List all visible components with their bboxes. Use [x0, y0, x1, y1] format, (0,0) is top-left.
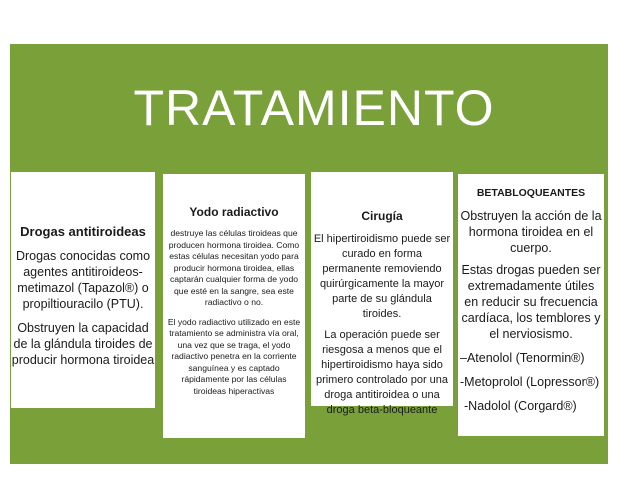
column-text: destruye las células tiroideas que producen hormona tiroidea. Como estas células necesitan yodo para producir hormona tiroidea, ellas captarán cualquier forma de yodo que esté en la sangre, sea este radiactivo o no.: [168, 228, 300, 307]
column-yodo-radiactivo: [163, 174, 305, 438]
column-text: Estas drogas pueden ser extremadamente útiles en reducir su frecuencia cardíaca, los temblores y el nerviosismo.: [461, 263, 601, 341]
column-heading: Yodo radiactivo: [189, 205, 279, 219]
column-heading: Cirugía: [361, 209, 403, 223]
column-betabloqueantes: [458, 174, 604, 436]
drug-list-item: -Nadolol (Corgard®): [464, 399, 577, 413]
column-text: Obstruyen la capacidad de la glándula tiroides de producir hormona tiroidea: [11, 321, 155, 367]
column-text: La operación puede ser riesgosa a menos que el hipertiroidismo haya sido primero controlado por una droga antitiroidea o una droga beta-bloqueante: [315, 329, 449, 416]
column-text: El yodo radiactivo utilizado en este tratamiento se administra vía oral, una vez que se traga, el yodo radiactivo penetra en la corriente sanguínea y es captado rápidamente por las células tiroideas hiperactivas: [167, 316, 301, 396]
column-text: Drogas conocidas como agentes antitiroideos-metimazol (Tapazol®) o propiltiouracilo (PTU).: [15, 249, 151, 311]
column-cirugia: [311, 172, 453, 416]
drug-list-item: -Metoprolol (Lopressor®): [460, 375, 600, 389]
column-text: Obstruyen la acción de la hormona tiroidea en el cuerpo.: [460, 209, 602, 255]
column-heading: Drogas antitiroideas: [20, 224, 146, 239]
column-heading: BETABLOQUEANTES: [476, 187, 586, 199]
column-drogas-antitiroideas: [11, 172, 155, 408]
column-text: El hipertiroidismo puede ser curado en forma permanente removiendo quirúrgicamente la mayor parte de su glándula tiroides.: [313, 233, 451, 320]
slide-title: TRATAMIENTO: [133, 80, 495, 136]
drug-list-item: –Atenolol (Tenormin®): [460, 351, 585, 365]
